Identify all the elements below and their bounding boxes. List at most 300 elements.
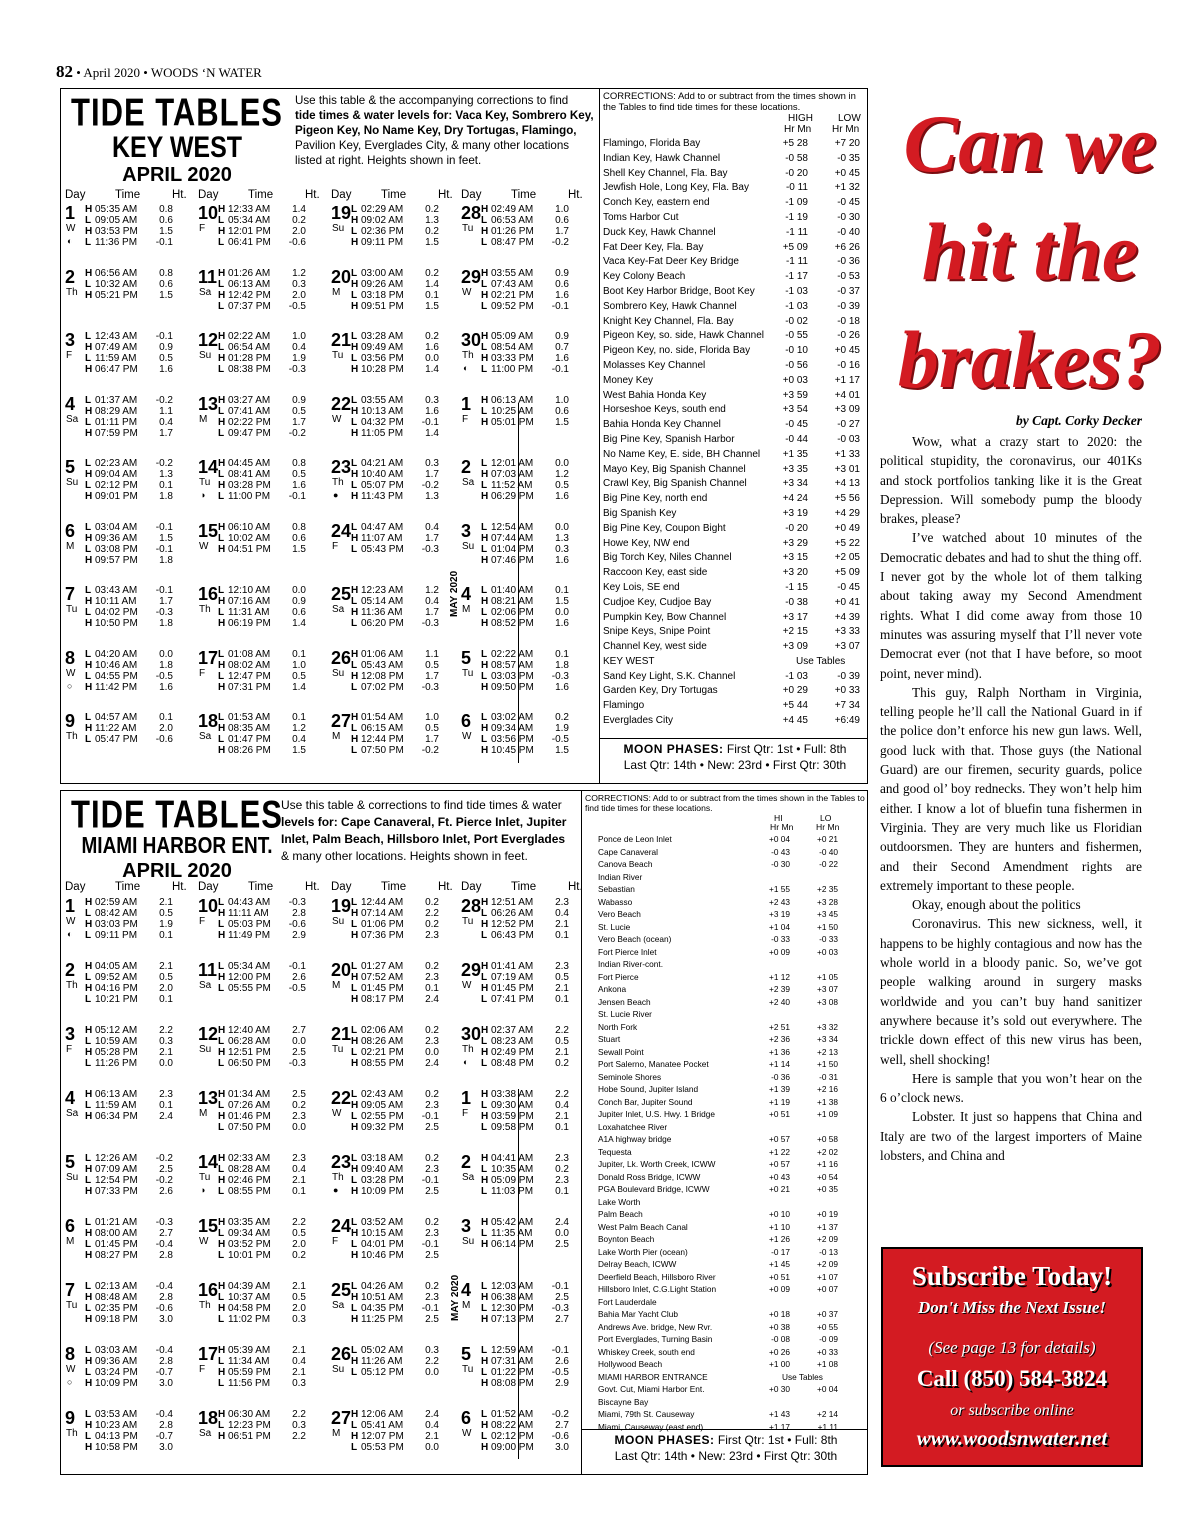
tide-height: 0.0 bbox=[292, 1122, 306, 1133]
tide-height: 2.3 bbox=[425, 1036, 439, 1047]
tide-time: 03:38 AM bbox=[491, 1089, 534, 1100]
column-header: Day bbox=[198, 189, 219, 201]
tide-time: 11:05 PM bbox=[361, 427, 404, 439]
tide-time: 04:16 PM bbox=[95, 983, 138, 994]
tide-time: 11:26 PM bbox=[95, 1058, 138, 1069]
correction-location: Whiskey Creek, south end bbox=[598, 1346, 695, 1357]
tide-time: 09:52 PM bbox=[491, 300, 534, 312]
tide-type: L bbox=[85, 994, 92, 1005]
tide-type: L bbox=[218, 585, 225, 596]
weekday: W bbox=[462, 731, 472, 742]
column-header: Day bbox=[461, 189, 482, 201]
day-number: 21 bbox=[331, 1024, 352, 1044]
tide-time: 07:02 PM bbox=[361, 681, 404, 693]
tide-height: 2.5 bbox=[425, 1122, 439, 1133]
correction-high: +5 28 bbox=[782, 138, 808, 149]
correction-row bbox=[596, 1083, 868, 1096]
tide-height: -0.5 bbox=[288, 983, 306, 994]
tide-entry bbox=[85, 649, 173, 660]
tide-type: L bbox=[481, 734, 488, 745]
tide-height: 0.4 bbox=[425, 596, 439, 607]
day-block bbox=[198, 267, 328, 331]
tide-time: 05:42 AM bbox=[491, 1217, 534, 1228]
tide-entry bbox=[351, 1442, 439, 1453]
tide-type: H bbox=[218, 394, 226, 406]
correction-high: +0 43 bbox=[769, 1171, 790, 1182]
correction-row bbox=[600, 285, 868, 300]
correction-low: -0 03 bbox=[837, 433, 860, 445]
tide-type: L bbox=[218, 648, 225, 660]
correction-low: +0 35 bbox=[817, 1184, 838, 1194]
subscribe-title: Subscribe Today! bbox=[911, 1261, 1113, 1291]
day-block bbox=[198, 896, 328, 960]
correction-location: Channel Key, west side bbox=[603, 641, 707, 653]
correction-row bbox=[600, 300, 868, 315]
tide-tables-heading: TIDE TABLES bbox=[71, 792, 283, 837]
tide-time: 06:41 PM bbox=[228, 237, 271, 248]
tide-entry bbox=[351, 1314, 439, 1325]
correction-high: +1 00 bbox=[769, 1359, 790, 1369]
tide-height: -0.2 bbox=[155, 1153, 173, 1164]
day-number: 13 bbox=[198, 393, 219, 414]
tide-type: H bbox=[218, 930, 226, 941]
day-number: 5 bbox=[65, 457, 76, 477]
correction-row bbox=[600, 270, 868, 285]
tide-type: L bbox=[481, 1431, 488, 1442]
day-number: 29 bbox=[461, 960, 482, 980]
tide-time: 07:31 PM bbox=[228, 681, 271, 693]
correction-high: +1 43 bbox=[769, 1409, 790, 1419]
tide-time: 12:10 AM bbox=[228, 585, 271, 596]
tide-entry bbox=[351, 723, 439, 734]
tide-height: 1.2 bbox=[292, 267, 306, 279]
tide-height: 2.9 bbox=[292, 930, 306, 941]
correction-location: Indian Key, Hawk Channel bbox=[603, 152, 721, 164]
hi-unit: Hr Mn bbox=[770, 822, 794, 832]
tide-type: H bbox=[351, 427, 359, 439]
day-block bbox=[65, 1408, 195, 1472]
intro-line: Use this table & corrections to find tide times & water bbox=[281, 798, 562, 812]
weekday: Tu bbox=[199, 477, 211, 488]
day-number: 17 bbox=[198, 1344, 219, 1364]
tide-entry bbox=[85, 279, 173, 290]
tide-height: 1.5 bbox=[555, 416, 569, 428]
tide-type: H bbox=[218, 723, 226, 734]
tide-height: 1.7 bbox=[159, 596, 173, 607]
tide-time: 09:04 AM bbox=[95, 469, 138, 480]
tide-time: 06:53 AM bbox=[491, 215, 534, 226]
correction-location: Money Key bbox=[603, 374, 654, 386]
tide-time: 12:51 AM bbox=[491, 897, 534, 908]
tide-height: 0.8 bbox=[159, 267, 173, 279]
tide-height: 0.6 bbox=[555, 215, 569, 226]
tide-height: 2.3 bbox=[555, 961, 569, 972]
day-block bbox=[461, 1344, 591, 1408]
correction-low: +3 09 bbox=[834, 404, 860, 416]
tide-type: L bbox=[85, 1217, 92, 1228]
tide-time: 11:35 AM bbox=[491, 1228, 533, 1239]
correction-low: +2 05 bbox=[834, 552, 860, 564]
tide-height: -0.3 bbox=[155, 1217, 173, 1228]
weekday: M bbox=[332, 980, 341, 991]
tide-entry bbox=[481, 469, 569, 480]
tide-time: 09:18 PM bbox=[95, 1314, 138, 1325]
tide-entry bbox=[351, 961, 439, 972]
tide-type: H bbox=[481, 897, 489, 908]
tide-time: 02:23 AM bbox=[95, 458, 138, 469]
tide-height: 1.3 bbox=[425, 215, 439, 226]
tide-entry bbox=[351, 983, 439, 994]
weekday: Su bbox=[66, 1172, 79, 1183]
tide-entry bbox=[481, 279, 569, 290]
subscribe-website-link[interactable]: www.woodsnwater.net bbox=[916, 1426, 1108, 1450]
tide-type: H bbox=[481, 1217, 489, 1228]
tide-time: 03:03 AM bbox=[95, 1345, 138, 1356]
correction-high: +1 35 bbox=[782, 448, 808, 460]
tide-entry bbox=[218, 353, 306, 364]
correction-low: +7 20 bbox=[834, 138, 860, 149]
correction-high: -0 33 bbox=[771, 934, 790, 944]
tide-entry bbox=[351, 607, 439, 618]
tide-time: 03:56 PM bbox=[491, 734, 534, 745]
tide-height: 0.4 bbox=[292, 734, 306, 745]
tide-time: 02:12 PM bbox=[95, 480, 138, 491]
tide-type: H bbox=[85, 342, 93, 353]
correction-low: +5 56 bbox=[834, 493, 860, 505]
correction-low: -0 27 bbox=[837, 419, 860, 431]
tide-height: 0.5 bbox=[425, 723, 439, 734]
day-block bbox=[65, 896, 195, 960]
tide-height: -0.2 bbox=[421, 745, 439, 756]
tide-time: 07:41 AM bbox=[228, 405, 271, 417]
miami-title bbox=[67, 792, 287, 882]
tide-type: H bbox=[351, 908, 359, 919]
tide-type: L bbox=[218, 532, 225, 544]
tide-type: H bbox=[481, 961, 489, 972]
correction-row bbox=[596, 1321, 868, 1334]
correction-location: Govt. Cut, Miami Harbor Ent. bbox=[598, 1384, 705, 1394]
weekday: Tu bbox=[332, 350, 344, 361]
correction-row bbox=[600, 211, 868, 226]
tide-time: 09:00 PM bbox=[491, 1442, 534, 1453]
tide-type: H bbox=[481, 289, 489, 301]
weekday: W bbox=[462, 286, 472, 298]
tide-entry bbox=[351, 458, 439, 469]
tide-time: 11:07 AM bbox=[361, 532, 403, 544]
column-header: Day bbox=[65, 189, 86, 201]
tide-height: 2.1 bbox=[159, 897, 173, 908]
tide-height: 0.3 bbox=[425, 394, 439, 406]
tide-time: 01:40 AM bbox=[491, 585, 534, 596]
tide-height: 0.1 bbox=[292, 1186, 306, 1197]
tide-type: H bbox=[481, 1378, 489, 1389]
correction-row bbox=[596, 1408, 868, 1421]
moon-phases bbox=[600, 738, 868, 783]
tide-type: L bbox=[481, 712, 488, 723]
article-paragraph: I’ve watched about 10 minutes of the Democratic debates and had to shut the thing off. I never got by the whole lot of them talking about taking away my Second Amendment rights. What I did come away from those 10 minutes was assuring myself that I’ll never vote Democrat ever (not that I have before, so moot point, never mind). bbox=[880, 530, 1142, 681]
tide-time: 10:02 AM bbox=[228, 532, 271, 544]
correction-high: -0 17 bbox=[771, 1246, 790, 1257]
page-header bbox=[56, 62, 262, 82]
lo-label: LO bbox=[820, 813, 832, 823]
correction-high: +2 15 bbox=[782, 626, 808, 638]
tide-type: H bbox=[351, 1409, 359, 1420]
weekday: M bbox=[199, 413, 208, 425]
tide-entry bbox=[85, 1281, 173, 1292]
tide-type: L bbox=[218, 1122, 225, 1133]
correction-high: +3 20 bbox=[782, 567, 808, 579]
correction-row bbox=[596, 896, 868, 909]
tide-entry bbox=[351, 1250, 439, 1261]
day-block bbox=[65, 457, 195, 521]
tide-height: -0.2 bbox=[421, 480, 439, 491]
correction-low: +0 37 bbox=[817, 1309, 838, 1319]
tide-time: 04:58 PM bbox=[228, 1303, 271, 1314]
tide-time: 01:04 PM bbox=[491, 543, 534, 555]
tide-height: 0.0 bbox=[425, 353, 439, 364]
tide-entry bbox=[218, 671, 306, 682]
tide-entry bbox=[481, 1367, 569, 1378]
day-block bbox=[331, 896, 461, 960]
tide-time: 02:49 AM bbox=[491, 204, 534, 215]
tide-height: 1.6 bbox=[555, 491, 569, 502]
tide-entry bbox=[85, 1239, 173, 1250]
tide-type: L bbox=[481, 300, 488, 312]
tide-time: 10:50 PM bbox=[95, 618, 138, 629]
correction-row bbox=[596, 946, 868, 959]
tide-time: 04:20 AM bbox=[95, 648, 138, 660]
correction-location: KEY WEST bbox=[603, 655, 655, 667]
tide-height: 2.3 bbox=[555, 1153, 569, 1164]
tide-time: 07:50 PM bbox=[228, 1122, 271, 1133]
correction-low: -0 36 bbox=[837, 256, 860, 268]
day-number: 19 bbox=[331, 203, 352, 223]
tide-entry bbox=[218, 215, 306, 226]
tide-height: 1.0 bbox=[292, 659, 306, 671]
tide-time: 06:34 PM bbox=[95, 1111, 138, 1122]
day-number: 9 bbox=[65, 711, 76, 731]
correction-row bbox=[596, 983, 868, 996]
tide-entry bbox=[481, 983, 569, 994]
tide-height: 0.1 bbox=[159, 1100, 173, 1111]
tide-type: L bbox=[481, 342, 488, 353]
tide-height: 2.3 bbox=[159, 1089, 173, 1100]
tide-height: 1.5 bbox=[425, 300, 439, 312]
tide-entry bbox=[351, 1153, 439, 1164]
tide-type: H bbox=[218, 1345, 226, 1356]
tide-time: 06:51 PM bbox=[228, 1431, 271, 1442]
correction-location: Everglades City bbox=[603, 715, 674, 727]
tide-entry bbox=[85, 342, 173, 353]
day-number: 3 bbox=[461, 520, 472, 541]
tide-type: L bbox=[351, 1089, 358, 1100]
tide-time: 12:51 PM bbox=[228, 1047, 271, 1058]
tide-time: 06:47 PM bbox=[95, 364, 138, 375]
day-number: 16 bbox=[198, 584, 219, 604]
tide-height: 0.5 bbox=[159, 353, 173, 364]
tide-time: 02:22 PM bbox=[228, 416, 271, 428]
correction-low: -0 53 bbox=[837, 271, 860, 283]
tide-time: 07:33 PM bbox=[95, 1186, 138, 1197]
tide-type: L bbox=[218, 469, 225, 480]
tide-type: H bbox=[218, 1217, 226, 1228]
day-block bbox=[331, 267, 461, 331]
tide-entry bbox=[218, 226, 306, 237]
tide-time: 10:09 PM bbox=[361, 1186, 404, 1197]
correction-row bbox=[596, 858, 868, 871]
tide-entry bbox=[351, 1058, 439, 1069]
correction-high: +0 26 bbox=[769, 1346, 790, 1357]
tide-entry bbox=[85, 353, 173, 364]
intro-line: Use this table & the accompanying corrections to find bbox=[295, 94, 569, 107]
correction-location: Snipe Keys, Snipe Point bbox=[603, 626, 711, 638]
tide-height: 0.0 bbox=[425, 1442, 439, 1453]
tide-time: 05:09 PM bbox=[491, 1175, 534, 1186]
tide-entry bbox=[481, 596, 569, 607]
tide-height: 1.9 bbox=[292, 353, 306, 364]
tide-entry bbox=[218, 1431, 306, 1442]
tide-entry bbox=[481, 1186, 569, 1197]
tide-time: 02:43 AM bbox=[361, 1089, 404, 1100]
tide-time: 11:52 AM bbox=[491, 480, 533, 491]
day-number: 17 bbox=[198, 647, 219, 668]
day-block bbox=[198, 203, 328, 267]
tide-time: 06:38 AM bbox=[491, 1292, 534, 1303]
tide-entry bbox=[481, 544, 569, 555]
correction-row bbox=[596, 1146, 868, 1159]
correction-location: Seminole Shores bbox=[598, 1071, 662, 1082]
tide-type: H bbox=[85, 1228, 93, 1239]
subscribe-ad[interactable] bbox=[881, 1247, 1143, 1467]
column-header: Time bbox=[381, 189, 407, 201]
tide-type: H bbox=[351, 712, 359, 723]
tide-time: 01:41 AM bbox=[491, 961, 534, 972]
correction-location: Deerfield Beach, Hillsboro River bbox=[598, 1271, 716, 1282]
day-number: 15 bbox=[198, 520, 219, 541]
correction-high: +1 39 bbox=[769, 1084, 790, 1094]
tide-entry bbox=[351, 1047, 439, 1058]
tide-time: 10:32 AM bbox=[95, 278, 138, 290]
correction-use-tables: Use Tables bbox=[782, 1371, 823, 1382]
correction-row bbox=[596, 1246, 868, 1259]
correction-location: Tequesta bbox=[598, 1146, 632, 1157]
tide-type: L bbox=[351, 353, 358, 364]
tide-height: -0.4 bbox=[155, 1281, 173, 1292]
correction-location: Indian River-cont. bbox=[598, 959, 664, 969]
correction-high: -0 30 bbox=[771, 859, 790, 869]
tide-time: 05:59 PM bbox=[228, 1367, 271, 1378]
correction-low: -0 37 bbox=[837, 285, 860, 297]
day-number: 18 bbox=[198, 711, 219, 731]
tide-time: 06:30 AM bbox=[228, 1409, 271, 1420]
tide-time: 06:19 PM bbox=[228, 618, 271, 629]
tide-entry bbox=[481, 1239, 569, 1250]
tide-type: H bbox=[85, 427, 93, 439]
tide-time: 04:51 PM bbox=[228, 543, 271, 555]
headline-line: Can we bbox=[903, 98, 1157, 189]
tide-height: 2.2 bbox=[159, 1025, 173, 1036]
tide-entry bbox=[218, 1303, 306, 1314]
tide-entry bbox=[85, 469, 173, 480]
tide-entry bbox=[85, 972, 173, 983]
tide-time: 02:21 PM bbox=[491, 289, 534, 301]
day-number: 29 bbox=[461, 266, 482, 287]
day-number: 23 bbox=[331, 457, 352, 477]
correction-row bbox=[600, 463, 868, 478]
tide-height: 0.5 bbox=[555, 972, 569, 983]
tide-time: 05:21 PM bbox=[95, 289, 138, 301]
correction-high: -1 17 bbox=[785, 271, 808, 283]
weekday: Th bbox=[199, 1300, 211, 1311]
tide-height: 2.1 bbox=[159, 961, 173, 972]
day-number: 16 bbox=[198, 1280, 219, 1300]
subscribe-online: or subscribe online bbox=[950, 1402, 1074, 1419]
tide-height: -0.1 bbox=[551, 1345, 569, 1356]
correction-high: +3 59 bbox=[782, 389, 808, 401]
tide-entry bbox=[481, 395, 569, 406]
correction-location: Pumpkin Key, Bow Channel bbox=[603, 611, 727, 623]
day-number: 13 bbox=[198, 1088, 219, 1108]
tide-time: 07:03 AM bbox=[491, 469, 534, 480]
correction-high: +3 09 bbox=[782, 641, 808, 653]
correction-location: Fort Lauderdale bbox=[598, 1296, 657, 1307]
tide-time: 03:28 PM bbox=[361, 1175, 404, 1186]
tide-height: 0.0 bbox=[292, 585, 306, 596]
tide-entry bbox=[481, 1303, 569, 1314]
tide-entry bbox=[481, 1356, 569, 1367]
tide-height: 0.3 bbox=[292, 1378, 306, 1389]
tide-time: 01:26 AM bbox=[228, 267, 271, 279]
tide-type: H bbox=[481, 1420, 489, 1431]
tide-height: 1.4 bbox=[425, 278, 439, 290]
tide-entry bbox=[85, 1314, 173, 1325]
tide-type: L bbox=[85, 237, 92, 248]
tide-type: L bbox=[351, 596, 358, 607]
tide-height: -0.2 bbox=[155, 1175, 173, 1186]
tide-time: 02:33 AM bbox=[228, 1153, 271, 1164]
tide-type: L bbox=[481, 972, 488, 983]
day-number: 10 bbox=[198, 896, 219, 916]
tide-type: L bbox=[218, 405, 225, 417]
tide-type: H bbox=[85, 596, 93, 607]
correction-low: +0 03 bbox=[817, 946, 838, 957]
correction-low: +0 19 bbox=[817, 1209, 838, 1219]
tide-entry bbox=[85, 1356, 173, 1367]
day-block bbox=[65, 711, 195, 775]
tide-time: 12:01 PM bbox=[228, 226, 271, 237]
weekday: F bbox=[66, 1044, 73, 1055]
tide-height: 0.1 bbox=[159, 930, 173, 941]
tide-type: H bbox=[481, 1356, 489, 1367]
tide-height: 0.2 bbox=[555, 1164, 569, 1175]
tide-time: 10:21 PM bbox=[95, 994, 138, 1005]
tide-height: 0.1 bbox=[159, 480, 173, 491]
column-header: Time bbox=[511, 881, 537, 893]
tide-type: L bbox=[351, 1303, 358, 1314]
tide-time: 01:11 PM bbox=[95, 416, 138, 428]
tide-height: 1.8 bbox=[159, 491, 173, 502]
day-number: 11 bbox=[198, 266, 218, 287]
tide-type: L bbox=[85, 521, 92, 533]
correction-row bbox=[600, 714, 868, 729]
tide-type: L bbox=[85, 1409, 92, 1420]
correction-row bbox=[596, 958, 868, 971]
correction-location: West Bahia Honda Key bbox=[603, 389, 707, 401]
tide-entry bbox=[481, 342, 569, 353]
tide-height: 0.5 bbox=[555, 480, 569, 491]
tide-time: 10:11 AM bbox=[95, 596, 137, 607]
correction-row bbox=[596, 1046, 868, 1059]
